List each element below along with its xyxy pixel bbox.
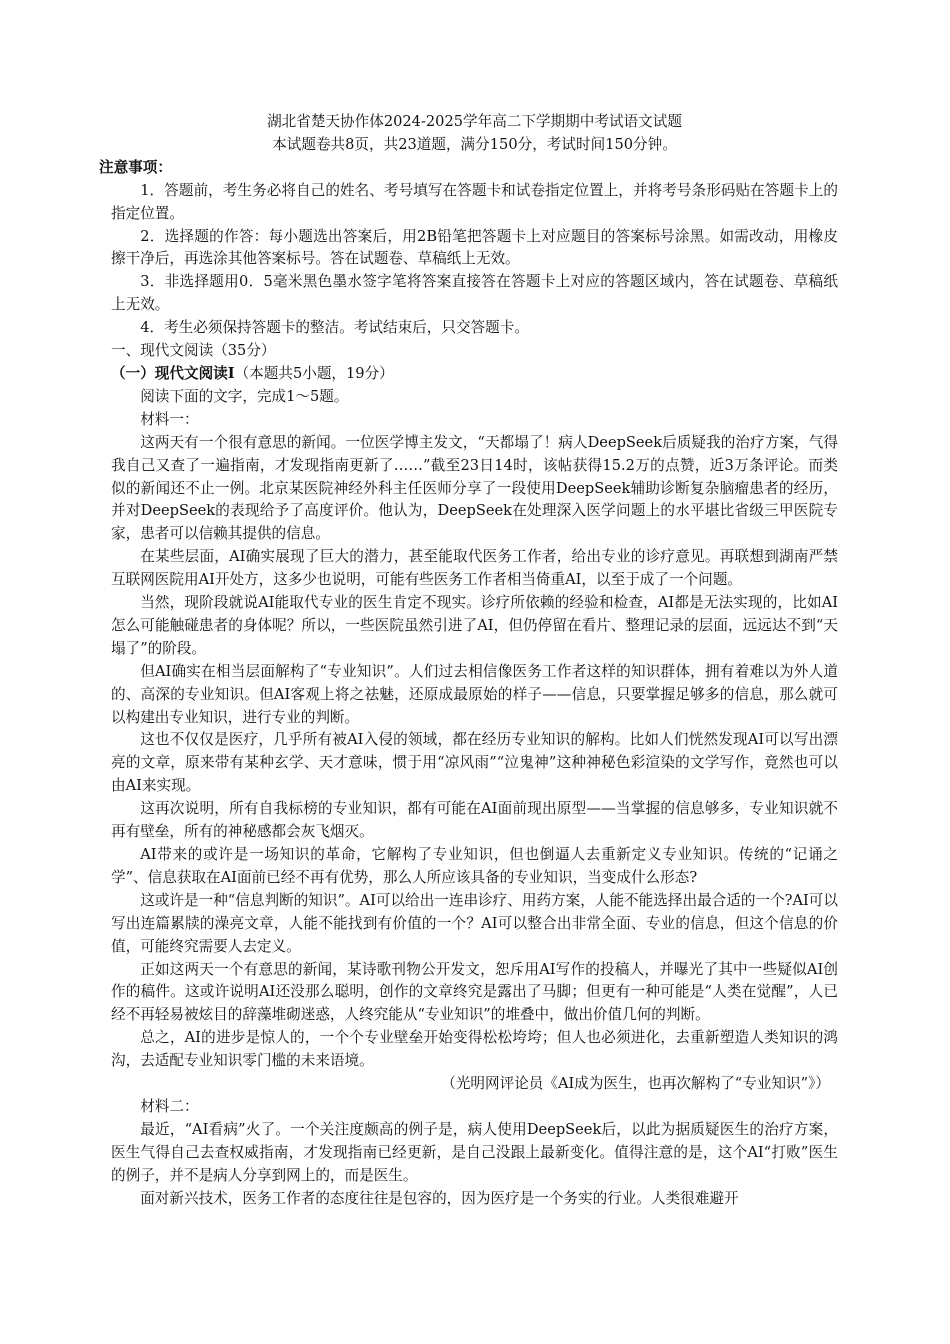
material-label: 材料一：	[140, 410, 199, 428]
material-paragraph: 面对新兴技术，医务工作者的态度往往是包容的，因为医疗是一个务实的行业。人类很难避开	[140, 1189, 739, 1207]
section-heading: 一、现代文阅读（35分）	[111, 342, 276, 360]
material-paragraph: 最近，“AI看病”火了。一个关注度颇高的例子是，病人使用DeepSeek后，以此为据质疑医生的治疗方案，医生气得自己去查权威指南，才发现指南已经更新，是自己没跟上最新变化。值得注意的是，这个AI“打败”医生的例子，并不是病人分享到网上的，而是医生。	[111, 1120, 838, 1184]
subsection-note: （本题共5小题，19分）	[234, 364, 394, 382]
material-paragraph: 这两天有一个很有意思的新闻。一位医学博主发文，“天都塌了！病人DeepSeek后质疑我的治疗方案，气得我自己又查了一遍指南，才发现指南更新了……”截至23日14时，该帖获得15.2万的点赞，近3万条评论。而类似的新闻还不止一例。北京某医院神经外科主任医师分享了一段使用DeepSeek辅助诊断复杂脑瘤患者的经历，并对DeepSeek的表现给予了高度评价。他认为，DeepSeek在处理深入医学问题上的水平堪比省级三甲医院专家，患者可以信赖其提供的信息。	[111, 433, 838, 543]
material-paragraph: 这也不仅仅是医疗，几乎所有被AI入侵的领域，都在经历专业知识的解构。比如人们恍然发现AI可以写出漂亮的文章，原来带有某种玄学、天才意味，惯于用“凉风雨”“泣鬼神”这种神秘色彩渲染的文学写作，竟然也可以由AI来实现。	[111, 731, 838, 795]
material-paragraph: 在某些层面，AI确实展现了巨大的潜力，甚至能取代医务工作者，给出专业的诊疗意见。再联想到湖南严禁互联网医院用AI开处方，这多少也说明，可能有些医务工作者相当倚重AI，以至于成了一个问题。	[111, 548, 838, 589]
material-paragraph: 这或许是一种“信息判断的知识”。AI可以给出一连串诊疗、用药方案，人能不能选择出最合适的一个?AI可以写出连篇累牍的澡亮文章，人能不能找到有价值的一个？AI可以整合出非常全面、专业的信息，但这个信息的价值，可能终究需要人去定义。	[111, 891, 838, 955]
notice-item: 1．答题前，考生务必将自己的姓名、考号填写在答题卡和试卷指定位置上，并将考号条形码贴在答题卡上的指定位置。	[111, 181, 838, 222]
material-paragraph: AI带来的或许是一场知识的革命，它解构了专业知识，但也倒逼人去重新定义专业知识。传统的“记诵之学”、信息获取在AI面前已经不再有优势，那么人所应该具备的专业知识，当变成什么形态?	[111, 846, 838, 886]
material-paragraph: 当然，现阶段就说AI能取代专业的医生肯定不现实。诊疗所依赖的经验和检查，AI都是无法实现的，比如AI怎么可能触碰患者的身体呢？所以，一些医院虽然引进了AI，但仍停留在看片、整理记录的层面，远远达不到“天塌了”的阶段。	[111, 594, 838, 657]
notice-item: 4．考生必须保持答题卡的整洁。考试结束后，只交答题卡。	[140, 319, 529, 337]
material-paragraph: 这再次说明，所有自我标榜的专业知识，都有可能在AI面前现出原型——当掌握的信息够多，专业知识就不再有壁垒，所有的神秘感都会灰飞烟灭。	[111, 800, 838, 841]
material-label: 材料二：	[140, 1097, 199, 1115]
notice-heading: 注意事项：	[99, 158, 172, 176]
material-paragraph: 但AI确实在相当层面解构了“专业知识”。人们过去相信像医务工作者这样的知识群体，拥有着难以为外人道的、高深的专业知识。但AI客观上将之祛魅，还原成最原始的样子——信息，只要掌握足够多的信息，那么就可以构建出专业知识，进行专业的判断。	[111, 662, 838, 726]
exam-subtitle: 本试题卷共8页，共23道题，满分150分，考试时间150分钟。	[272, 135, 677, 153]
material-paragraph: 总之，AI的进步是惊人的，一个个专业壁垒开始变得松松垮垮；但人也必须进化，去重新塑造人类知识的鸿沟，去适配专业知识零门槛的未来语境。	[111, 1029, 838, 1070]
material-source: （光明网评论员《AI成为医生，也再次解构了“专业知识”》）	[441, 1075, 830, 1093]
exam-title: 湖北省楚天协作体2024-2025学年高二下学期期中考试语文试题	[267, 113, 682, 130]
subsection-title: （一）现代文阅读Ⅰ	[111, 364, 235, 382]
exam-page	[99, 111, 838, 1211]
subsection-heading	[111, 363, 838, 386]
notice-item: 3．非选择题用0．5毫米黑色墨水签字笔将答案直接答在答题卡上对应的答题区域内，答在试题卷、草稿纸上无效。	[111, 273, 838, 314]
reading-instruction: 阅读下面的文字，完成1～5题。	[140, 387, 349, 405]
notice-item: 2．选择题的作答：每小题选出答案后，用2B铅笔把答题卡上对应题目的答案标号涂黑。如需改动，用橡皮擦干净后，再选涂其他答案标号。答在试题卷、草稿纸上无效。	[111, 227, 838, 268]
material-paragraph: 正如这两天一个有意思的新闻，某诗歌刊物公开发文，恕斥用AI写作的投稿人，并曝光了其中一些疑似AI创作的稿件。这或许说明AI还没那么聪明，创作的文章终究是露出了马脚；但更有一种可能是“人类在觉醒”，人已经不再轻易被炫目的辞藻堆砌迷惑，人终究能从“专业知识”的堆叠中，做出价值几何的判断。	[111, 960, 838, 1024]
